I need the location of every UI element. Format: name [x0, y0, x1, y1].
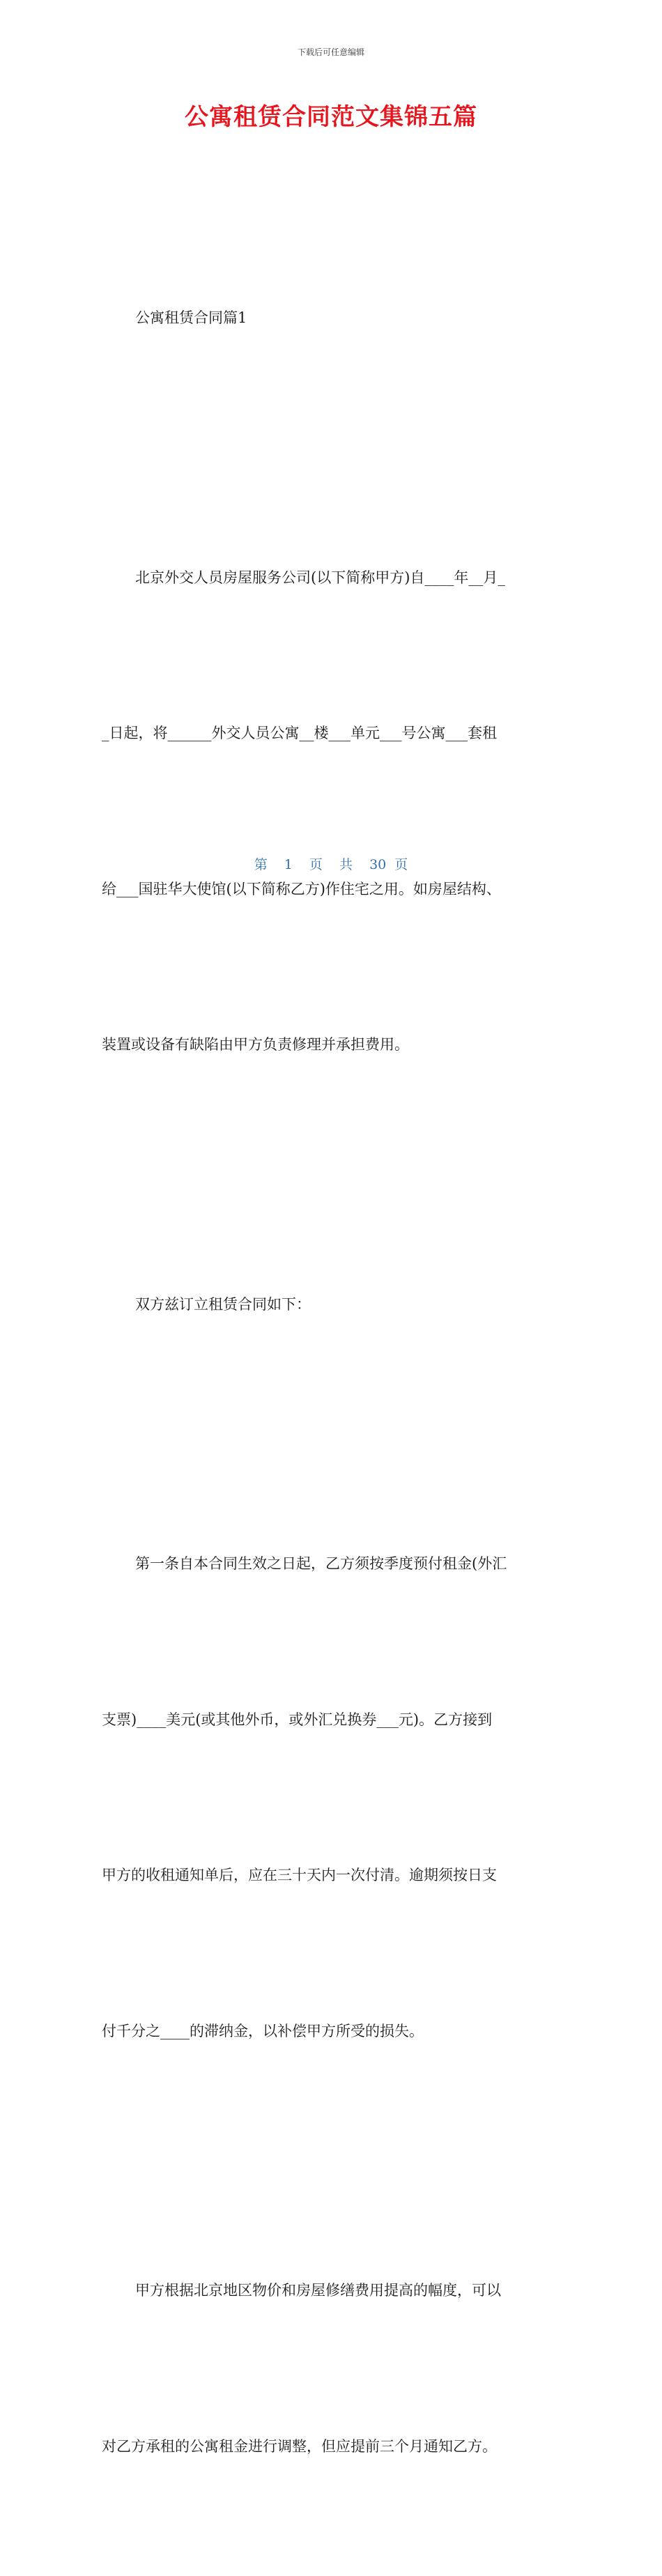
text-line: 北京外交人员房屋服务公司(以下简称甲方)自____年__月_	[135, 569, 505, 586]
paragraph	[102, 2161, 562, 2576]
header-note: 下载后可任意编辑	[297, 47, 364, 57]
text-line: 给___国驻华大使馆(以下简称乙方)作住宅之用。如房屋结构、	[102, 880, 501, 897]
text-line: 付千分之____的滞纳金，以补偿甲方所受的损失。	[102, 2022, 424, 2039]
text-line: 第一条自本合同生效之日起，乙方须按季度预付租金(外汇	[135, 1555, 507, 1572]
text-line: _日起，将______外交人员公寓__楼___单元___号公寓___套租	[102, 725, 497, 741]
text-line: 甲方根据北京地区物价和房屋修缮费用提高的幅度，可以	[135, 2282, 501, 2299]
paragraph	[102, 1434, 562, 2161]
text-line: 支票)____美元(或其他外币，或外汇兑换券___元)。乙方接到	[102, 1711, 493, 1728]
page-number: 第 1 页 共 30 页	[254, 857, 408, 872]
text-line: 双方兹订立租赁合同如下：	[135, 1295, 311, 1313]
text-line: 装置或设备有缺陷由甲方负责修理并承担费用。	[102, 1036, 409, 1053]
document-body	[102, 188, 562, 2576]
paragraph	[102, 1175, 562, 1435]
text-line: 公寓租赁合同篇1	[135, 309, 247, 326]
text-line: 对乙方承租的公寓租金进行调整，但应提前三个月通知乙方。	[102, 2437, 497, 2455]
paragraph-heading	[102, 188, 562, 448]
document-title: 公寓租赁合同范文集锦五篇	[185, 103, 477, 131]
paragraph	[102, 448, 562, 1175]
text-line: 甲方的收租通知单后，应在三十天内一次付清。逾期须按日支	[102, 1867, 497, 1883]
